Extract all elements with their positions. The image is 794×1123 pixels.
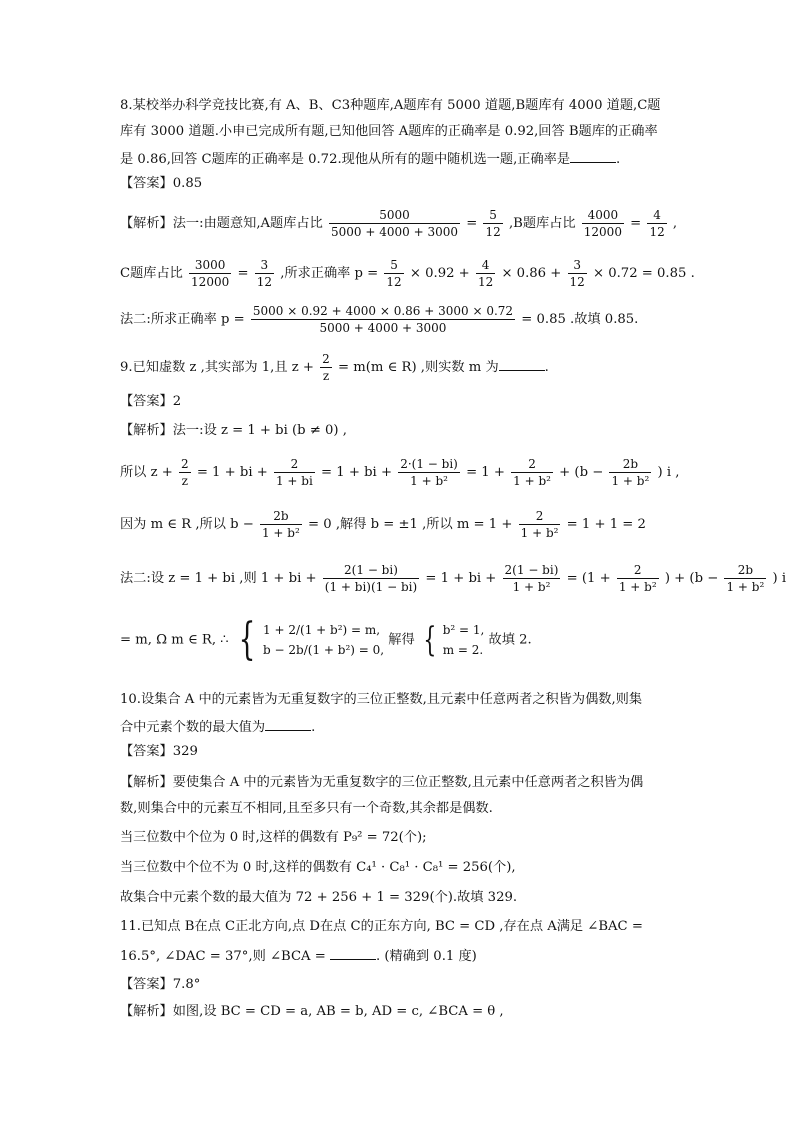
- fraction: $\frac{5000}{5000 + 4000 + 3000}$: [331, 208, 458, 239]
- fraction: $\frac{2}{\text{1 + b²}}$: [520, 509, 559, 540]
- fraction: $\frac{2b}{\text{1 + b²}}$: [726, 563, 765, 594]
- q8-question-text: 是 0.86,回答 C题库的正确率是 0.72.现他从所有的题中随机选一题,正确率是: [120, 152, 571, 167]
- q9-solution-line-2: 所以 z + $\frac{2}{z}$ = 1 + bi + $\frac{2}{1 + bi}$ = 1 + bi + $\frac{2\cdot(1 - bi)}{\text{1 + b²}}$ = 1 + $\frac{2}{\text{1 + b²}}$ + (b − $\frac{2b}{\text{1 + b²}}$ ) i ,: [120, 457, 680, 488]
- q8-solution-line-2: C题库占比 $\frac{3000}{12000}$ = $\frac{3}{12}$ ,所求正确率 p = $\frac{5}{12}$ × 0.92 + $\frac{4}{12}$ × 0.86 + $\frac{3}{12}$ × 0.72 = 0.85 .: [120, 258, 695, 289]
- solution-system: b² = 1, m = 2.: [442, 623, 485, 657]
- q8-answer: 【答案】0.85: [120, 176, 203, 191]
- fraction: $\frac{2}{\text{1 + b²}}$: [618, 563, 657, 594]
- q9-solution-line-5: = m, Ω m ∈ R, ∴ { 1 + 2/(1 + b²) = m, b − 2b/(1 + b²) = 0, 解得 { b² = 1, m = 2. 故填 2.: [120, 614, 532, 665]
- fraction: $\frac{3}{12}$: [569, 258, 585, 289]
- fraction: $\frac{5}{12}$: [386, 258, 402, 289]
- answer-blank: [570, 148, 616, 163]
- fraction: $\frac{4}{12}$: [649, 208, 665, 239]
- fraction: $\frac{2}{z}$: [180, 457, 189, 488]
- q10-solution-line-5: 故集合中元素个数的最大值为 72 + 256 + 1 = 329(个).故填 329.: [120, 890, 518, 905]
- fraction: $\frac{5}{12}$: [485, 208, 501, 239]
- q8-question-line-2: 库有 3000 道题.小申已完成所有题,已知他回答 A题库的正确率是 0.92,回答 B题库的正确率: [120, 124, 658, 139]
- q11-answer: 【答案】7.8°: [120, 977, 201, 992]
- fraction: $\frac{2}{1 + bi}$: [275, 457, 313, 488]
- fraction: $\frac{4}{12}$: [477, 258, 494, 289]
- fraction: $\frac{2(1 - bi)}{\text{1 + b²}}$: [504, 563, 559, 594]
- fraction: $\frac{3}{12}$: [256, 258, 272, 289]
- q10-answer: 【答案】329: [120, 744, 198, 759]
- q8-solution-line-3: 法二:所求正确率 p = $\frac{5000 \times 0.92 + 4000 \times 0.86 + 3000 \times 0.72}{5000 + 4000 + 3000}$ = 0.85 .故填 0.85.: [120, 304, 639, 335]
- fraction: $\frac{4000}{12000}$: [583, 208, 622, 239]
- q9-solution-line-3: 因为 m ∈ R ,所以 b − $\frac{2b}{\text{1 + b²}}$ = 0 ,解得 b = ±1 ,所以 m = 1 + $\frac{2}{\text{1 + b²}}$ = 1 + 1 = 2: [120, 509, 646, 540]
- q11-question-line-1: 11.已知点 B在点 C正北方向,点 D在点 C的正东方向, BC = CD ,存在点 A满足 ∠BAC =: [120, 919, 643, 934]
- q11-solution-line-1: 【解析】如图,设 BC = CD = a, AB = b, AD = c, ∠BCA = θ ,: [120, 1004, 504, 1019]
- q10-solution-line-2: 数,则集合中的元素互不相同,且至多只有一个奇数,其余都是偶数.: [120, 801, 493, 816]
- fraction: $\frac{2(1 - bi)}{(1 + bi)(1 - bi)}$: [324, 563, 418, 594]
- q8-question-line-1: 8.某校举办科学竞技比赛,有 A、B、C3种题库,A题库有 5000 道题,B题库有 4000 道题,C题: [120, 98, 661, 113]
- fraction: $\frac{5000 \times 0.92 + 4000 \times 0.86 + 3000 \times 0.72}{5000 + 4000 + 3000}$: [252, 304, 514, 335]
- q10-solution-line-3: 当三位数中个位为 0 时,这样的偶数有 P₉² = 72(个);: [120, 830, 427, 845]
- q10-solution-line-4: 当三位数中个位不为 0 时,这样的偶数有 C₄¹ · C₈¹ · C₈¹ = 256(个),: [120, 860, 516, 875]
- q8-question-line-3: 是 0.86,回答 C题库的正确率是 0.72.现他从所有的题中随机选一题,正确率是 .: [120, 148, 620, 170]
- fraction: $\frac{2b}{\text{1 + b²}}$: [261, 509, 300, 540]
- answer-blank: [330, 945, 376, 960]
- q10-solution-line-1: 【解析】要使集合 A 中的元素皆为无重复数字的三位正整数,且元素中任意两者之积皆为偶: [120, 775, 644, 790]
- q9-solution-line-4: 法二:设 z = 1 + bi ,则 1 + bi + $\frac{2(1 - bi)}{(1 + bi)(1 - bi)}$ = 1 + bi + $\frac{2(1 - bi)}{\text{1 + b²}}$ = (1 + $\frac{2}{\text{1 + b²}}$ ) + (b − $\frac{2b}{\text{1 + b²}}$ ) i: [120, 563, 787, 594]
- fraction: $\frac{2\cdot(1 - bi)}{\text{1 + b²}}$: [400, 457, 458, 488]
- q10-question-line-2: 合中元素个数的最大值为 .: [120, 716, 315, 738]
- answer-blank: [499, 356, 545, 371]
- q9-solution-line-1: 【解析】法一:设 z = 1 + bi (b ≠ 0) ,: [120, 423, 347, 438]
- answer-blank: [265, 716, 311, 731]
- q11-question-line-2: 16.5°, ∠DAC = 37°,则 ∠BCA = . (精确到 0.1 度): [120, 945, 477, 967]
- fraction: $\frac{3000}{12000}$: [191, 258, 230, 289]
- fraction: $\frac{2}{z}$: [322, 352, 330, 383]
- left-brace: {: [423, 620, 437, 660]
- fraction: $\frac{2b}{\text{1 + b²}}$: [611, 457, 650, 488]
- q8-solution-line-1: 【解析】法一:由题意知,A题库占比 $\frac{5000}{5000 + 4000 + 3000}$ = $\frac{5}{12}$ ,B题库占比 $\frac{4000}{12000}$ = $\frac{4}{12}$ ,: [120, 208, 678, 239]
- fraction: $\frac{2}{\text{1 + b²}}$: [513, 457, 551, 488]
- left-brace: {: [238, 614, 256, 665]
- equation-system: 1 + 2/(1 + b²) = m, b − 2b/(1 + b²) = 0,: [263, 623, 385, 657]
- q9-answer: 【答案】2: [120, 394, 182, 409]
- q10-question-line-1: 10.设集合 A 中的元素皆为无重复数字的三位正整数,且元素中任意两者之积皆为偶数,则集: [120, 692, 643, 707]
- q9-question: 9.已知虚数 z ,其实部为 1,且 z + $\frac{2}{z}$ = m(m ∈ R) ,则实数 m 为 .: [120, 352, 549, 383]
